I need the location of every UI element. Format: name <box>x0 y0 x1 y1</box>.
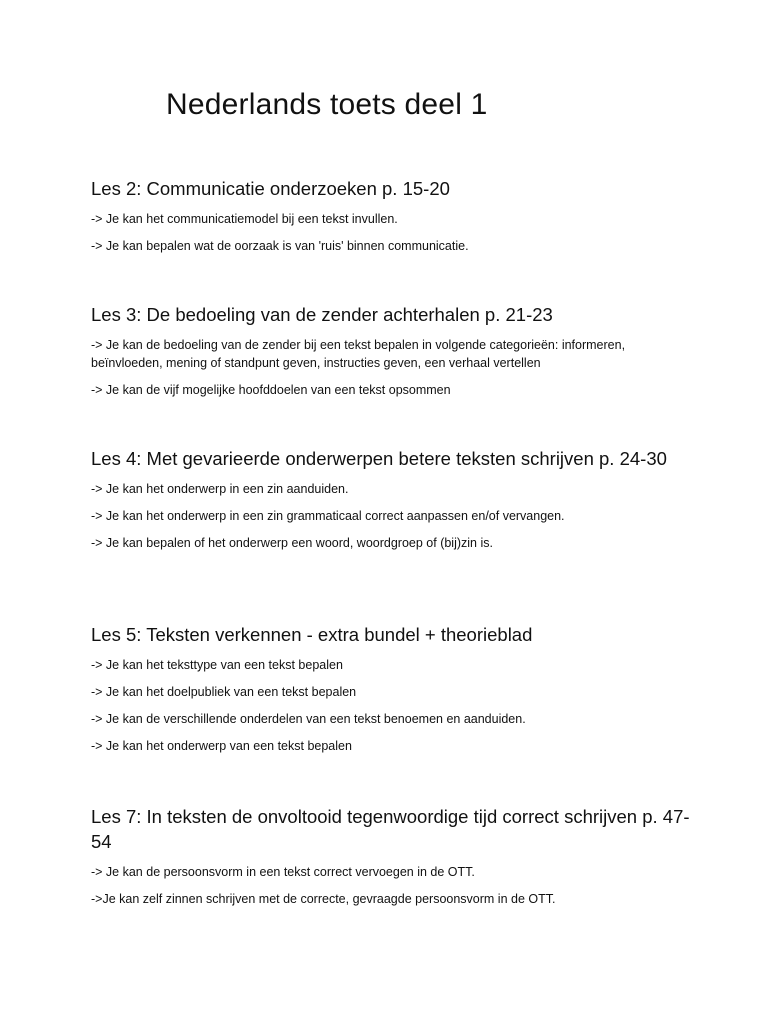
page-title: Nederlands toets deel 1 <box>166 88 488 121</box>
learning-goal: -> Je kan het teksttype van een tekst bepalen <box>91 658 343 672</box>
learning-goal: -> Je kan bepalen of het onderwerp een woord, woordgroep of (bij)zin is. <box>91 536 493 550</box>
learning-goal: ->Je kan zelf zinnen schrijven met de correcte, gevraagde persoonsvorm in de OTT. <box>91 892 556 906</box>
learning-goal: -> Je kan de verschillende onderdelen van een tekst benoemen en aanduiden. <box>91 712 526 726</box>
section-les-2 <box>91 176 691 264</box>
learning-goal: -> Je kan bepalen wat de oorzaak is van 'ruis' binnen communicatie. <box>91 239 469 253</box>
section-les-4 <box>91 446 691 561</box>
section-heading: Les 5: Teksten verkennen - extra bundel + theorieblad <box>91 624 533 645</box>
learning-goal: -> Je kan het communicatiemodel bij een tekst invullen. <box>91 212 398 226</box>
learning-goal: -> Je kan het onderwerp in een zin aanduiden. <box>91 482 349 496</box>
section-heading: Les 2: Communicatie onderzoeken p. 15-20 <box>91 178 450 199</box>
learning-goal: -> Je kan het onderwerp van een tekst bepalen <box>91 739 352 753</box>
learning-goal: -> Je kan het doelpubliek van een tekst bepalen <box>91 685 357 699</box>
learning-goal: -> Je kan de vijf mogelijke hoofddoelen van een tekst opsommen <box>91 383 451 397</box>
learning-goal: -> Je kan de bedoeling van de zender bij een tekst bepalen in volgende categorieën: informeren, beïnvloeden, mening of standpunt geven, instructies geven, een verhaal vertellen <box>91 338 626 370</box>
section-les-5 <box>91 622 691 764</box>
learning-goal: -> Je kan het onderwerp in een zin grammaticaal correct aanpassen en/of vervangen. <box>91 509 565 523</box>
learning-goal: -> Je kan de persoonsvorm in een tekst correct vervoegen in de OTT. <box>91 865 475 879</box>
section-les-7 <box>91 804 691 917</box>
section-heading: Les 7: In teksten de onvoltooid tegenwoordige tijd correct schrijven p. 47-54 <box>91 806 690 852</box>
section-les-3 <box>91 302 691 408</box>
section-heading: Les 4: Met gevarieerde onderwerpen betere teksten schrijven p. 24-30 <box>91 448 667 469</box>
section-heading: Les 3: De bedoeling van de zender achterhalen p. 21-23 <box>91 304 553 325</box>
